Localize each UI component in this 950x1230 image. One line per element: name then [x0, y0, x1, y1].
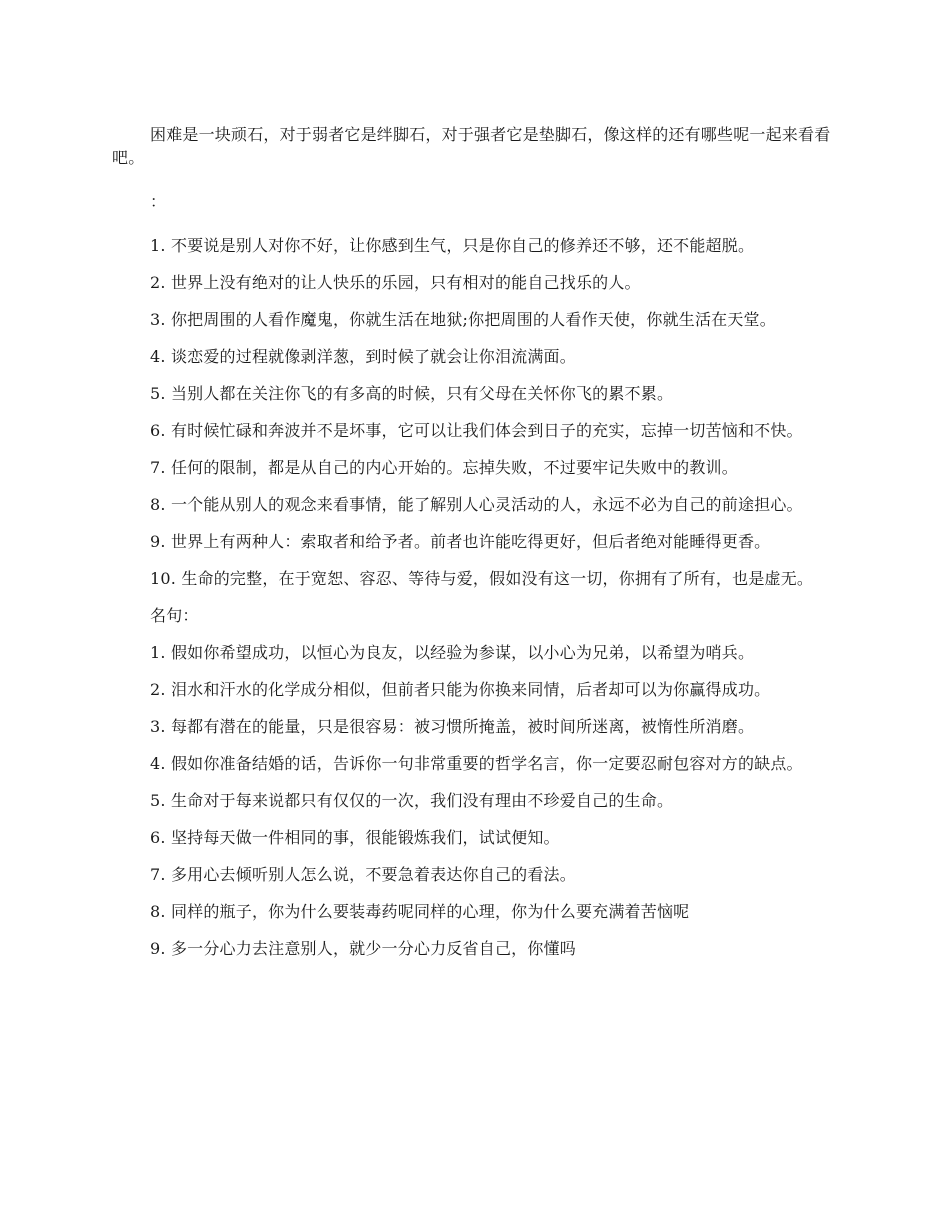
quote-item: 10. 生命的完整，在于宽恕、容忍、等待与爱，假如没有这一切，你拥有了所有，也是虚无。	[150, 569, 814, 588]
quote-item: 5. 当别人都在关注你飞的有多高的时候，只有父母在关怀你飞的累不累。	[150, 384, 674, 403]
quote-item: 9. 世界上有两种人：索取者和给予者。前者也许能吃得更好，但后者绝对能睡得更香。	[150, 532, 771, 551]
quote-item: 9. 多一分心力去注意别人，就少一分心力反省自己，你懂吗	[150, 939, 576, 958]
quote-item: 4. 谈恋爱的过程就像剥洋葱，到时候了就会让你泪流满面。	[150, 347, 576, 366]
quote-item: 1. 不要说是别人对你不好，让你感到生气，只是你自己的修养还不够，还不能超脱。	[150, 236, 755, 255]
quote-item: 6. 坚持每天做一件相同的事，很能锻炼我们，试试便知。	[150, 828, 560, 847]
quote-item: 2. 世界上没有绝对的让人快乐的乐园，只有相对的能自己找乐的人。	[150, 273, 641, 292]
quote-item: 7. 多用心去倾听别人怎么说，不要急着表达你自己的看法。	[150, 865, 576, 884]
quote-item: 2. 泪水和汗水的化学成分相似，但前者只能为你换来同情，后者却可以为你赢得成功。	[150, 680, 771, 699]
section-heading: 名句：	[150, 606, 199, 625]
quote-item: 8. 一个能从别人的观念来看事情，能了解别人心灵活动的人，永远不必为自己的前途担心。	[150, 495, 803, 514]
quote-item: 5. 生命对于每来说都只有仅仅的一次，我们没有理由不珍爱自己的生命。	[150, 791, 674, 810]
document-body	[112, 123, 840, 974]
quote-item: 7. 任何的限制，都是从自己的内心开始的。忘掉失败，不过要牢记失败中的教训。	[150, 458, 738, 477]
intro-paragraph: 困难是一块顽石，对于弱者它是绊脚石，对于强者它是垫脚石，像这样的还有哪些呢一起来看看吧。	[112, 125, 831, 167]
quote-item: 8. 同样的瓶子，你为什么要装毒药呢同样的心理，你为什么要充满着苦恼呢	[150, 902, 690, 921]
quote-item: 4. 假如你准备结婚的话，告诉你一句非常重要的哲学名言，你一定要忍耐包容对方的缺点。	[150, 754, 803, 773]
colon-line: ：	[150, 192, 167, 211]
quote-item: 3. 你把周围的人看作魔鬼，你就生活在地狱;你把周围的人看作天使，你就生活在天堂。	[150, 310, 776, 329]
quote-item: 1. 假如你希望成功，以恒心为良友，以经验为参谋，以小心为兄弟，以希望为哨兵。	[150, 643, 755, 662]
quote-item: 3. 每都有潜在的能量，只是很容易：被习惯所掩盖，被时间所迷离，被惰性所消磨。	[150, 717, 755, 736]
quote-item: 6. 有时候忙碌和奔波并不是坏事，它可以让我们体会到日子的充实，忘掉一切苦恼和不快。	[150, 421, 803, 440]
